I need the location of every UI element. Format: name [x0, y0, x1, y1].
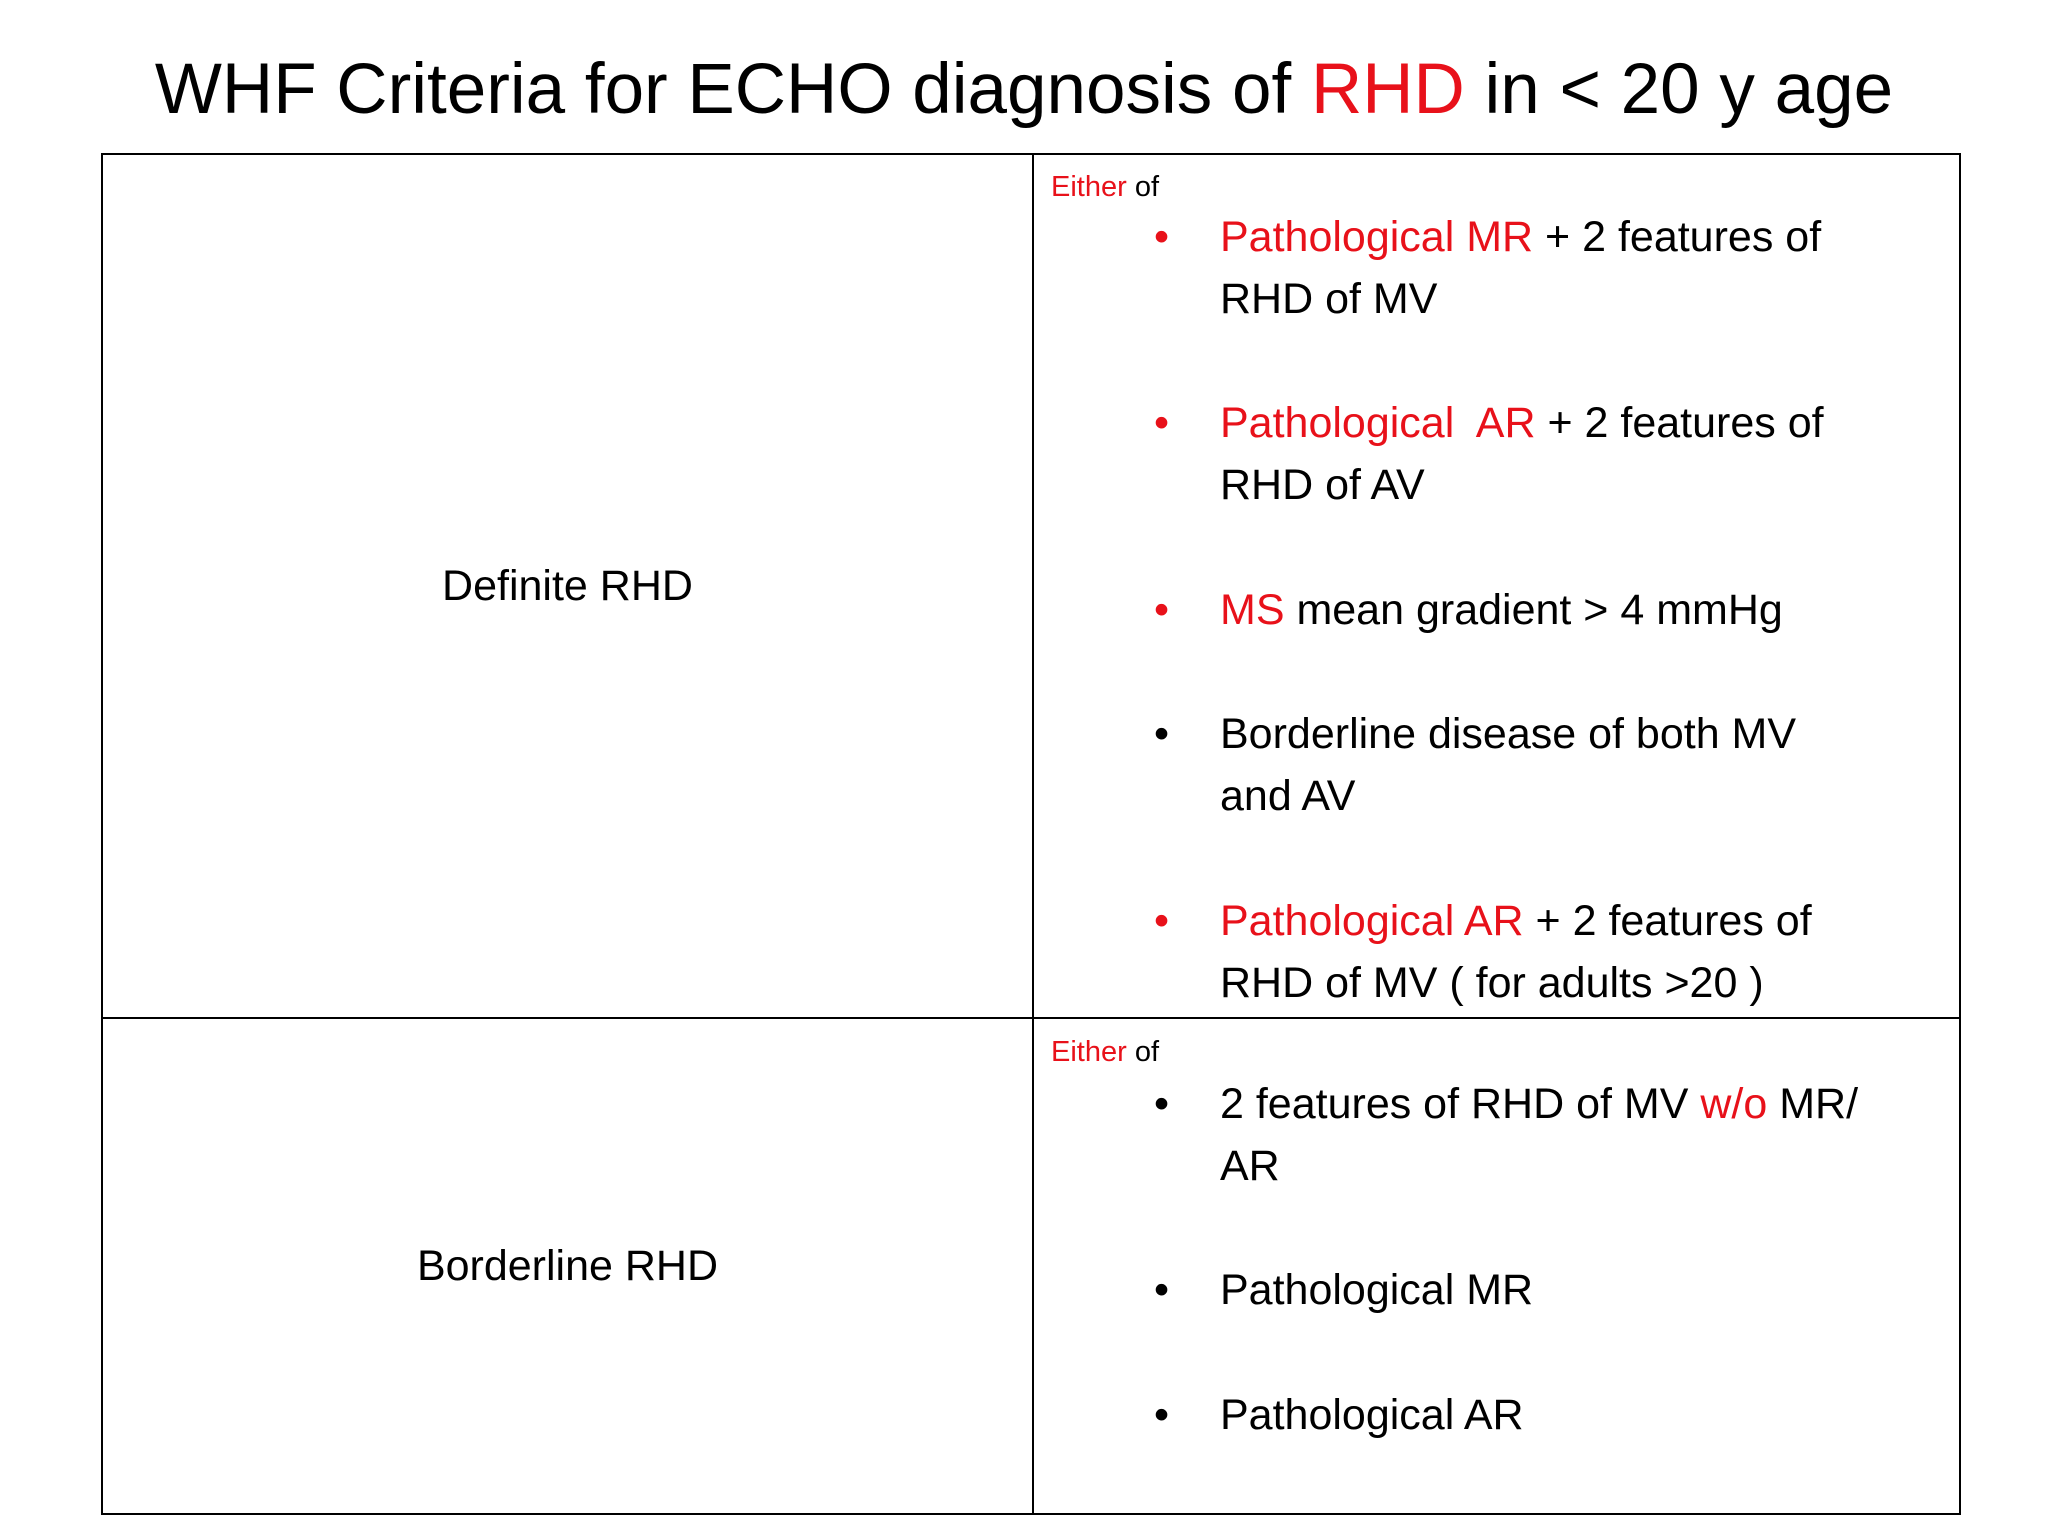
bullet-icon: •: [1154, 213, 1170, 261]
criterion-text: Pathological MR: [1220, 1266, 1534, 1314]
criterion-text: Borderline disease of both MV and AV: [1220, 710, 1797, 820]
criterion-text: Pathological MR + 2 features of RHD of MV: [1220, 213, 1822, 323]
title-text-end: in < 20 y age: [1464, 50, 1894, 129]
column-divider: [1032, 155, 1034, 1513]
bullet-icon: •: [1154, 586, 1170, 634]
criterion-text: Pathological AR: [1220, 1391, 1524, 1439]
either-of-label: Either of: [1051, 171, 1160, 203]
either-of-label: Either of: [1051, 1036, 1160, 1068]
row-divider: [103, 1017, 1959, 1019]
title-highlight-rhd: RHD: [1310, 50, 1465, 129]
criteria-table: [101, 153, 1961, 1515]
row-label-definite-rhd: Definite RHD: [442, 562, 693, 610]
criterion-text: 2 features of RHD of MV w/o MR/ AR: [1220, 1080, 1859, 1190]
row-label-borderline-rhd: Borderline RHD: [416, 1242, 719, 1290]
slide-title: [0, 40, 2048, 140]
bullet-icon: •: [1154, 897, 1170, 945]
criterion-text: MS mean gradient > 4 mmHg: [1220, 586, 1783, 634]
bullet-icon: •: [1154, 710, 1170, 758]
bullet-icon: •: [1154, 1391, 1170, 1439]
criterion-text: Pathological AR + 2 features of RHD of AV: [1220, 399, 1824, 509]
title-text-start: WHF Criteria for ECHO diagnosis of: [154, 50, 1311, 129]
bullet-icon: •: [1154, 1266, 1170, 1314]
bullet-icon: •: [1154, 399, 1170, 447]
criterion-text: Pathological AR + 2 features of RHD of MV ( for adults >20 ): [1220, 897, 1812, 1007]
bullet-icon: •: [1154, 1080, 1170, 1128]
